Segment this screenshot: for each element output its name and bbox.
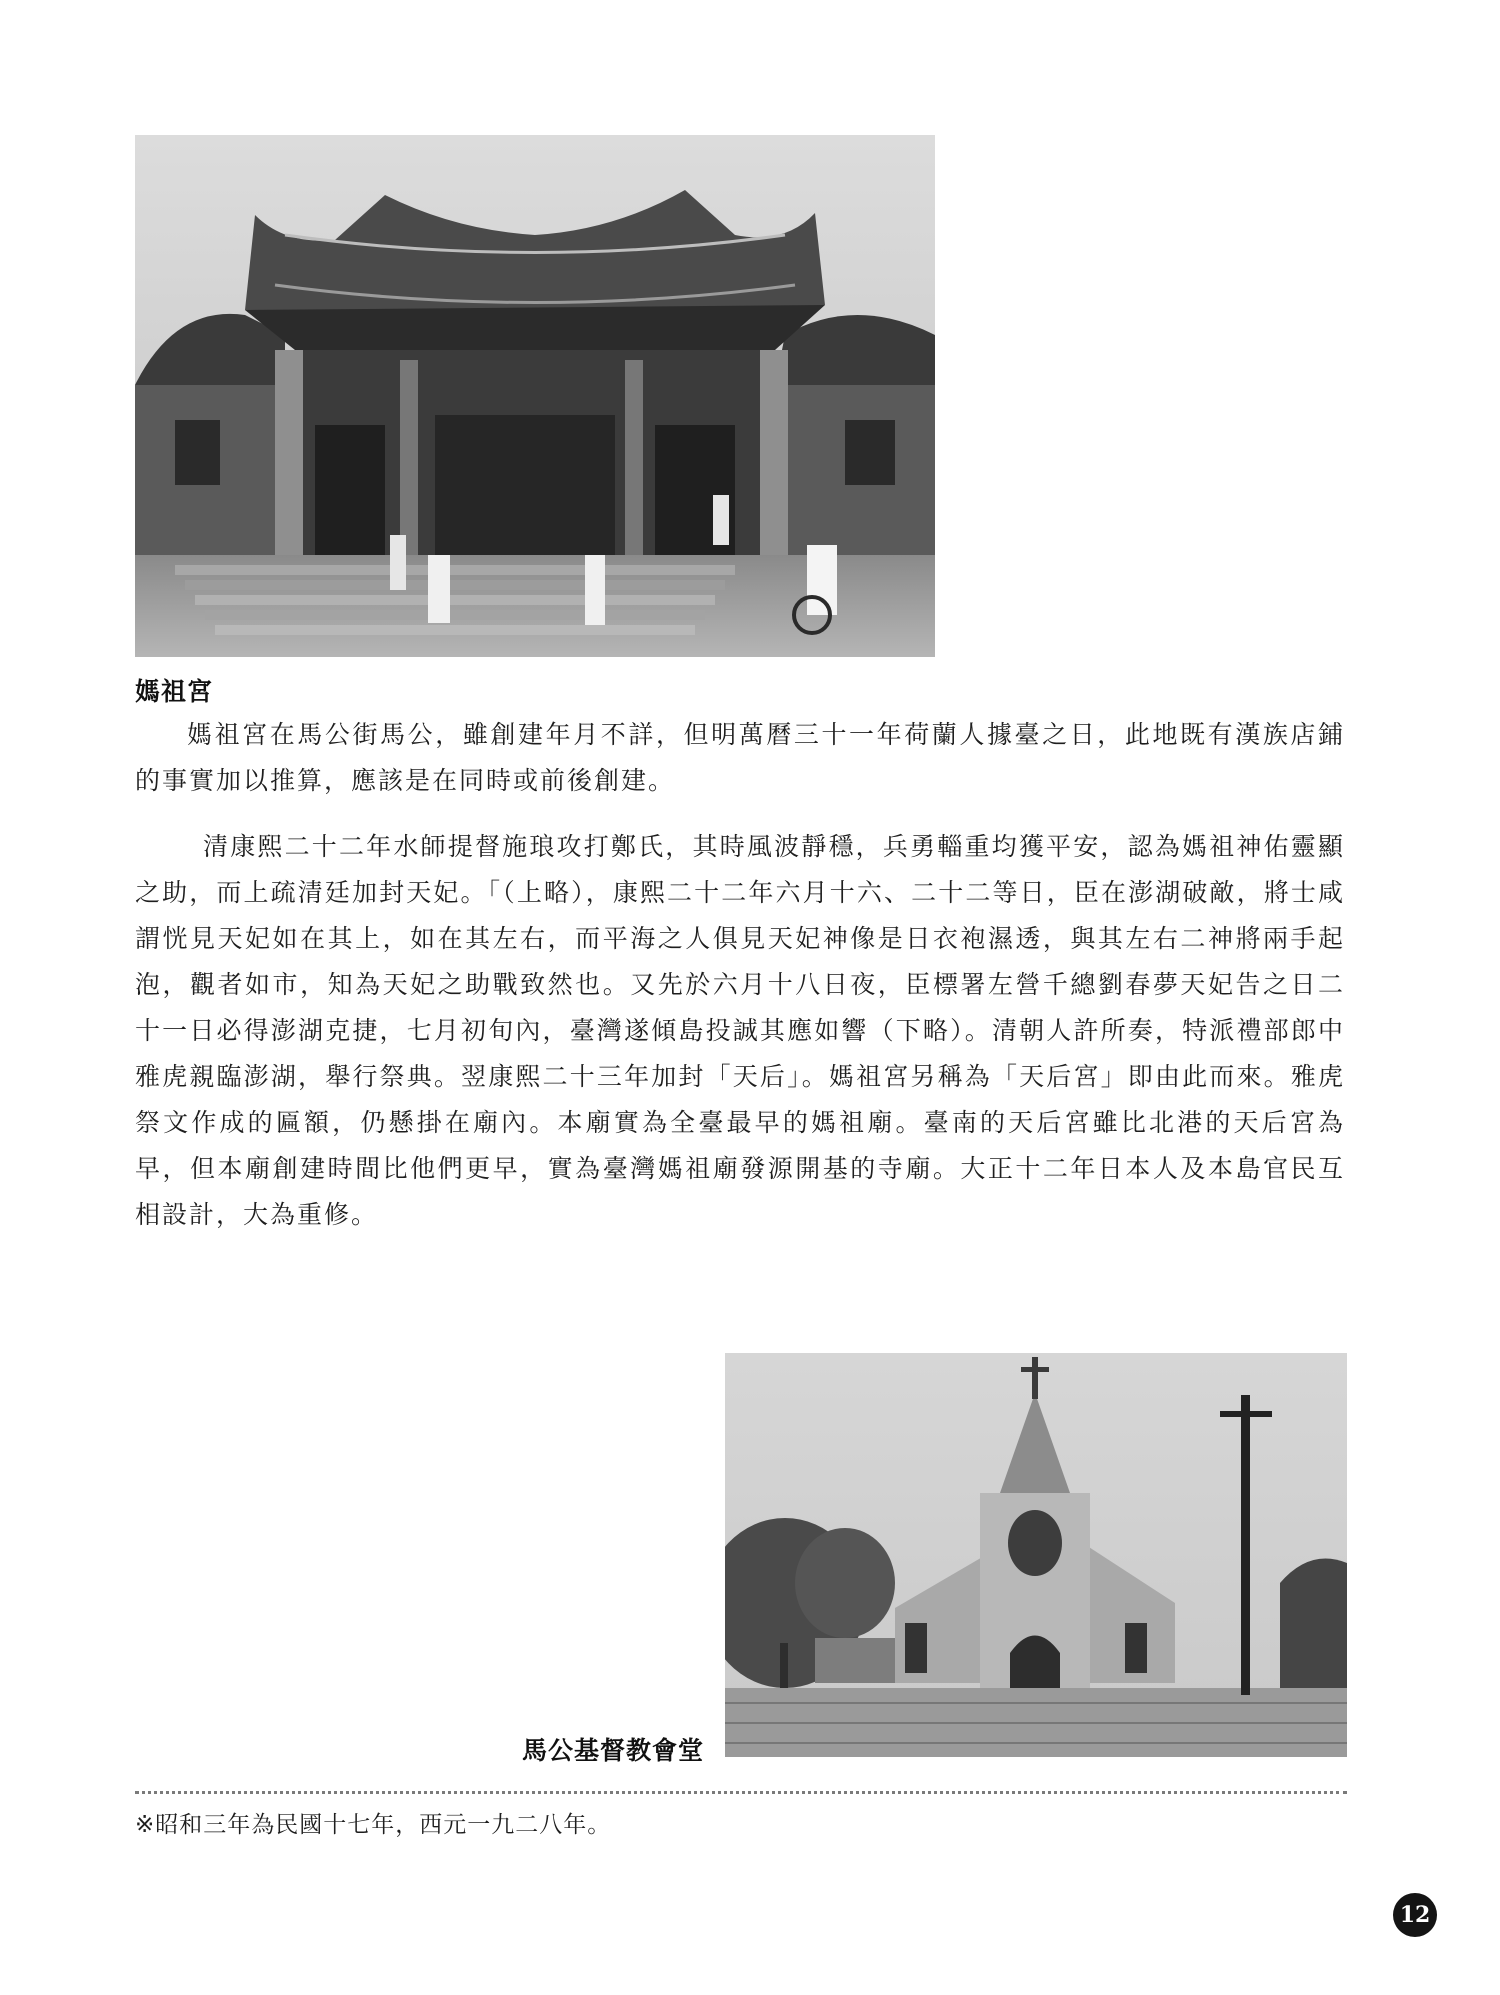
- paragraph-temple-origin: 媽祖宮在馬公街馬公，雖創建年月不詳，但明萬曆三十一年荷蘭人據臺之日，此地既有漢族店鋪的事實加以推算，應該是在同時或前後創建。: [135, 720, 1345, 795]
- church-photo-caption: 馬公基督教會堂: [522, 1736, 705, 1765]
- footnote: ※昭和三年為民國十七年，西元一九二八年。: [135, 1812, 612, 1838]
- temple-illustration: [135, 135, 935, 657]
- church-photo: [725, 1353, 1347, 1757]
- temple-photo: [135, 135, 935, 657]
- paragraph-kangxi-history: 清康熙二十二年水師提督施琅攻打鄭氏，其時風波靜穩，兵勇輜重均獲平安，認為媽祖神佑靈顯之助，而上疏清廷加封天妃。「（上略），康熙二十二年六月十六、二十二等日，臣在澎湖破敵，將士咸謂恍見天妃如在其上，如在其左右，而平海之人俱見天妃神像是日衣袍濕透，與其左右二神將兩手起泡，觀者如市，知為天妃之助戰致然也。又先於六月十八日夜，臣標署左營千總劉春夢天妃告之日二十一日必得澎湖克捷，七月初旬內，臺灣遂傾島投誠其應如響（下略）。清朝人許所奏，特派禮部郎中雅虎親臨澎湖，舉行祭典。翌康熙二十三年加封「天后」。媽祖宮另稱為「天后宮」即由此而來。雅虎祭文作成的匾額，仍懸掛在廟內。本廟實為全臺最早的媽祖廟。臺南的天后宮雖比北港的天后宮為早，但本廟創建時間比他們更早，實為臺灣媽祖廟發源開基的寺廟。大正十二年日本人及本島官民互相設計，大為重修。: [135, 832, 1345, 1229]
- page-number: 12: [1393, 1893, 1437, 1937]
- footnote-divider: [135, 1791, 1347, 1794]
- temple-photo-caption: 媽祖宮: [135, 677, 214, 706]
- church-illustration: [725, 1353, 1347, 1757]
